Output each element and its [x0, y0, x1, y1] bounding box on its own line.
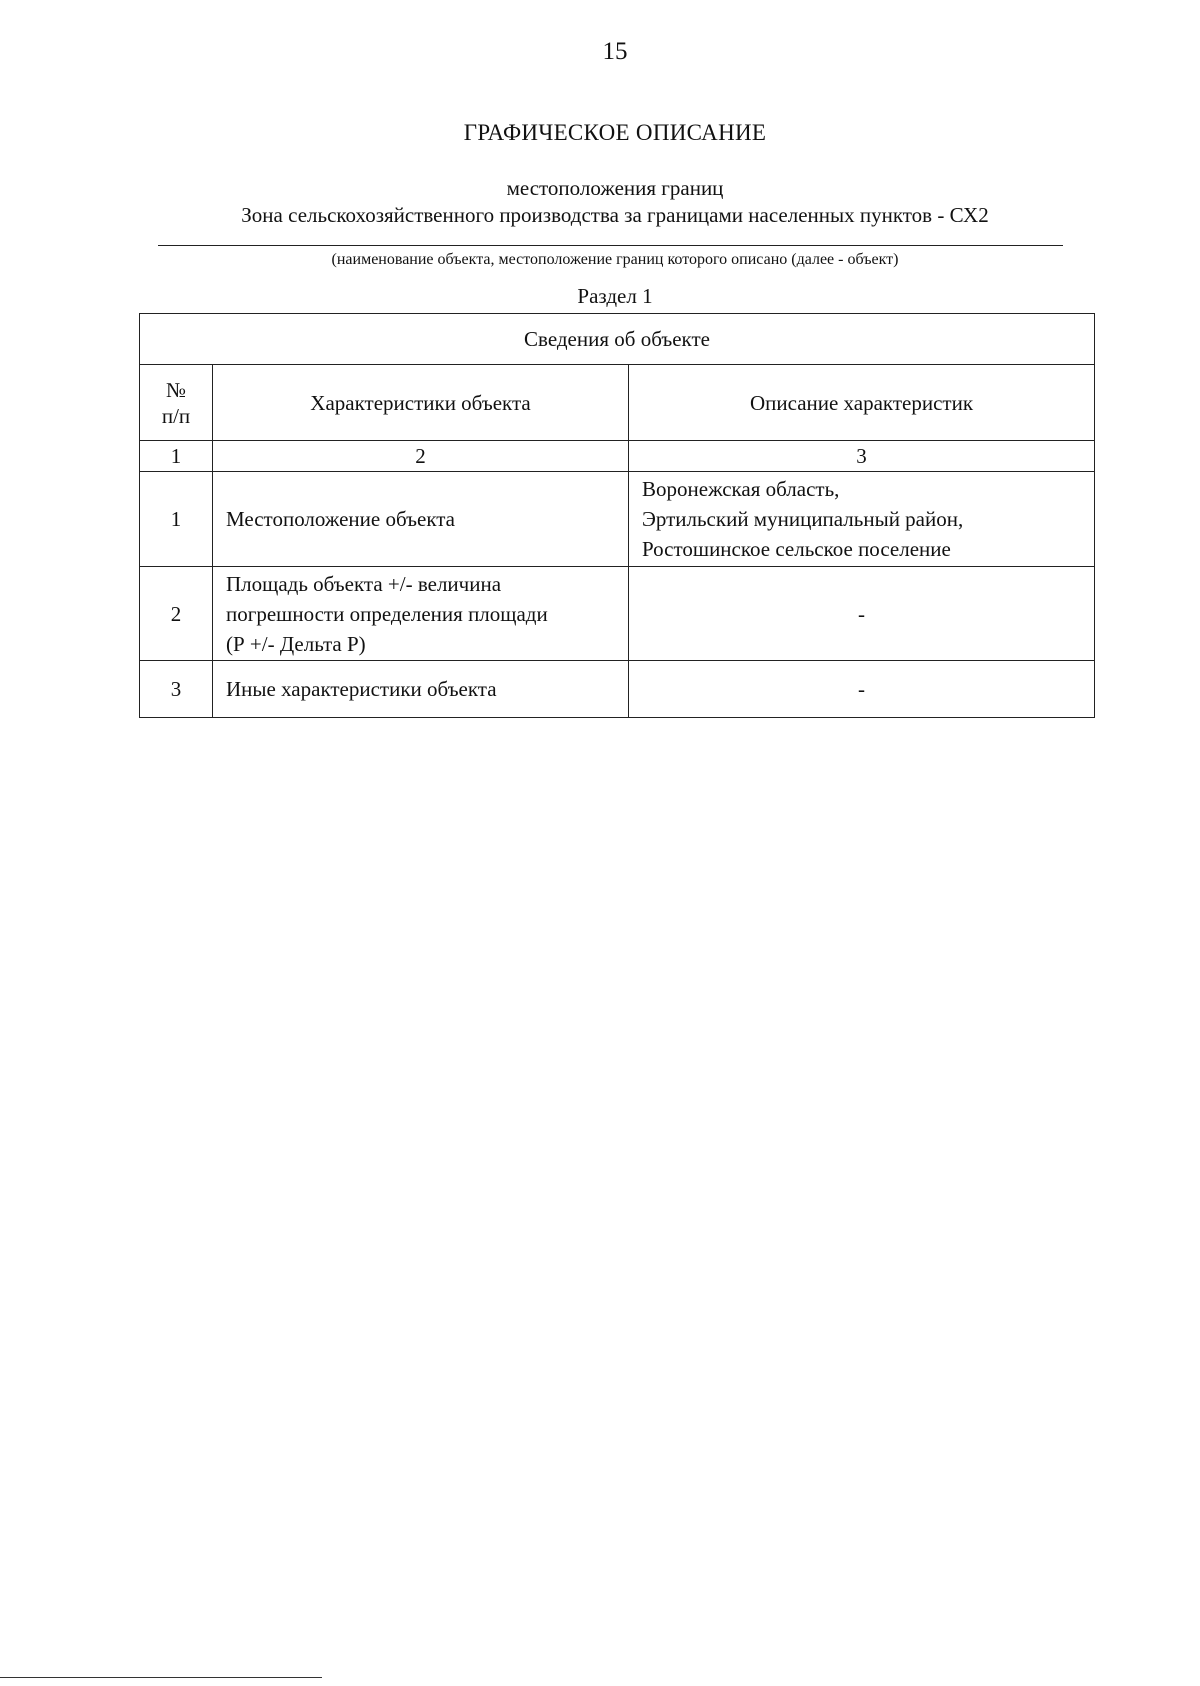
page-number: 15	[602, 38, 628, 65]
description-line: Эртильский муниципальный район,	[642, 507, 964, 531]
section-label: Раздел 1	[577, 284, 653, 308]
header-number	[140, 365, 213, 441]
object-info-table	[139, 313, 1095, 718]
object-name-underline	[158, 245, 1063, 246]
document-subtitle: местоположения границ	[506, 176, 724, 200]
column-index: 1	[140, 441, 213, 472]
table-row	[140, 472, 1095, 567]
row-characteristic	[213, 472, 629, 567]
characteristic-line: Иные характеристики объекта	[226, 677, 497, 701]
table-header-row	[140, 365, 1095, 441]
table-row	[140, 567, 1095, 661]
row-description: -	[629, 661, 1095, 718]
characteristic-line: (Р +/- Дельта Р)	[226, 631, 366, 656]
column-index: 2	[213, 441, 629, 472]
object-name: Зона сельскохозяйственного производства за границами населенных пунктов - СХ2	[241, 203, 989, 227]
column-index-row	[140, 441, 1095, 472]
characteristic-line: Площадь объекта +/- величина	[226, 571, 502, 596]
row-number: 2	[140, 567, 213, 661]
row-number: 1	[140, 472, 213, 567]
header-number-abbr: п/п	[161, 403, 191, 428]
header-description: Описание характеристик	[629, 365, 1095, 441]
row-description	[629, 472, 1095, 567]
characteristic-line: погрешности определения площади	[226, 601, 548, 626]
row-characteristic	[213, 661, 629, 718]
object-name-caption: (наименование объекта, местоположение границ которого описано (далее - объект)	[331, 251, 899, 268]
table-title-row	[140, 314, 1095, 365]
row-description: -	[629, 567, 1095, 661]
document-title: ГРАФИЧЕСКОЕ ОПИСАНИЕ	[463, 120, 767, 145]
header-number-sign: №	[165, 377, 187, 402]
header-characteristics: Характеристики объекта	[213, 365, 629, 441]
footer-rule	[0, 1677, 322, 1678]
characteristic-line: Местоположение объекта	[226, 507, 456, 531]
description-line: Ростошинское сельское поселение	[642, 537, 951, 561]
description-line: Воронежская область,	[642, 477, 840, 501]
column-index: 3	[629, 441, 1095, 472]
table-title: Сведения об объекте	[140, 314, 1095, 365]
table-row	[140, 661, 1095, 718]
row-number: 3	[140, 661, 213, 718]
row-characteristic	[213, 567, 629, 661]
